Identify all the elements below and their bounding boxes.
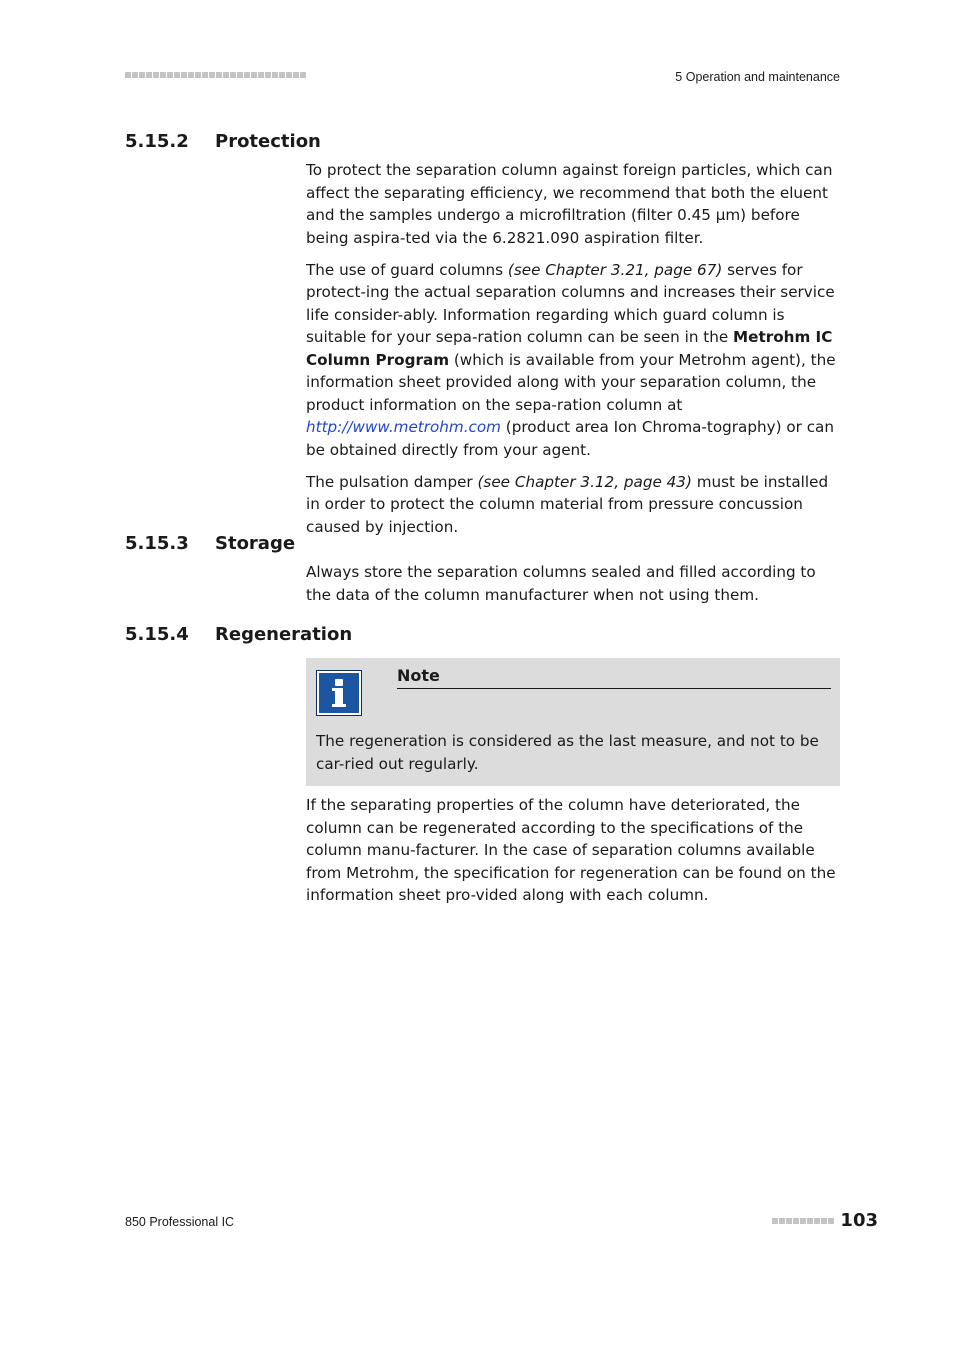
section-number: 5.15.4 [125, 624, 189, 645]
text-run: (which is available from your Metrohm agent), the information sheet provided along with your separation column, the product information on the sepa-ration column at [306, 350, 836, 414]
section-heading-regeneration [125, 624, 352, 645]
footer-decoration [772, 1218, 834, 1224]
paragraph [306, 259, 840, 462]
storage-body [306, 561, 840, 616]
text-run: The use of guard columns [306, 260, 508, 279]
footer-page [772, 1210, 878, 1231]
protection-body [306, 159, 840, 548]
paragraph [306, 471, 840, 539]
paragraph: To protect the separation column against foreign particles, which can affect the separating efficiency, we recommend that both the eluent and the samples undergo a microfiltration (filter 0.45 µm) before being aspira-ted via the 6.2821.090 aspiration filter. [306, 161, 833, 247]
text-run: must be installed in order to protect the column material from pressure concussion caused by injection. [306, 472, 829, 536]
section-heading-protection [125, 131, 321, 152]
paragraph: If the separating properties of the column have deteriorated, the column can be regenerated according to the specifications of the column manu-facturer. In the case of separation columns available from Metrohm, the specification for regeneration can be found on the information sheet pro-vided along with each column. [306, 796, 836, 904]
cross-reference-link[interactable]: (see Chapter 3.21, page 67) [507, 260, 723, 279]
text-run: (product area Ion Chroma-tography) or can be obtained directly from your agent. [306, 418, 834, 459]
note-text: The regeneration is considered as the last measure, and not to be car-ried out regularly. [316, 732, 819, 773]
footer-product: 850 Professional IC [125, 1215, 235, 1229]
section-number: 5.15.2 [125, 131, 189, 152]
note-title: Note [397, 666, 831, 689]
text-run: The pulsation damper [306, 472, 478, 491]
section-heading-storage [125, 533, 295, 554]
section-number: 5.15.3 [125, 533, 189, 554]
section-title: Storage [215, 533, 296, 554]
text-run: serves for protect-ing the actual separation columns and increases their service life consider-ably. Information regarding which guard column is suitable for your sepa-ration column can be seen in the [306, 260, 835, 346]
bold-term: Metrohm IC Column Program [306, 328, 833, 369]
section-title: Protection [215, 131, 321, 152]
header-decoration [125, 72, 306, 80]
web-link[interactable]: http://www.metrohm.com [306, 418, 501, 436]
paragraph: Always store the separation columns sealed and filled according to the data of the column manufacturer when not using them. [306, 563, 816, 604]
note-box [306, 658, 840, 786]
regeneration-body [306, 794, 840, 916]
cross-reference-link[interactable]: (see Chapter 3.12, page 43) [477, 472, 692, 491]
page-number: 103 [840, 1210, 878, 1231]
info-icon [316, 670, 362, 716]
running-header-chapter: 5 Operation and maintenance [675, 70, 840, 84]
section-title: Regeneration [215, 624, 353, 645]
